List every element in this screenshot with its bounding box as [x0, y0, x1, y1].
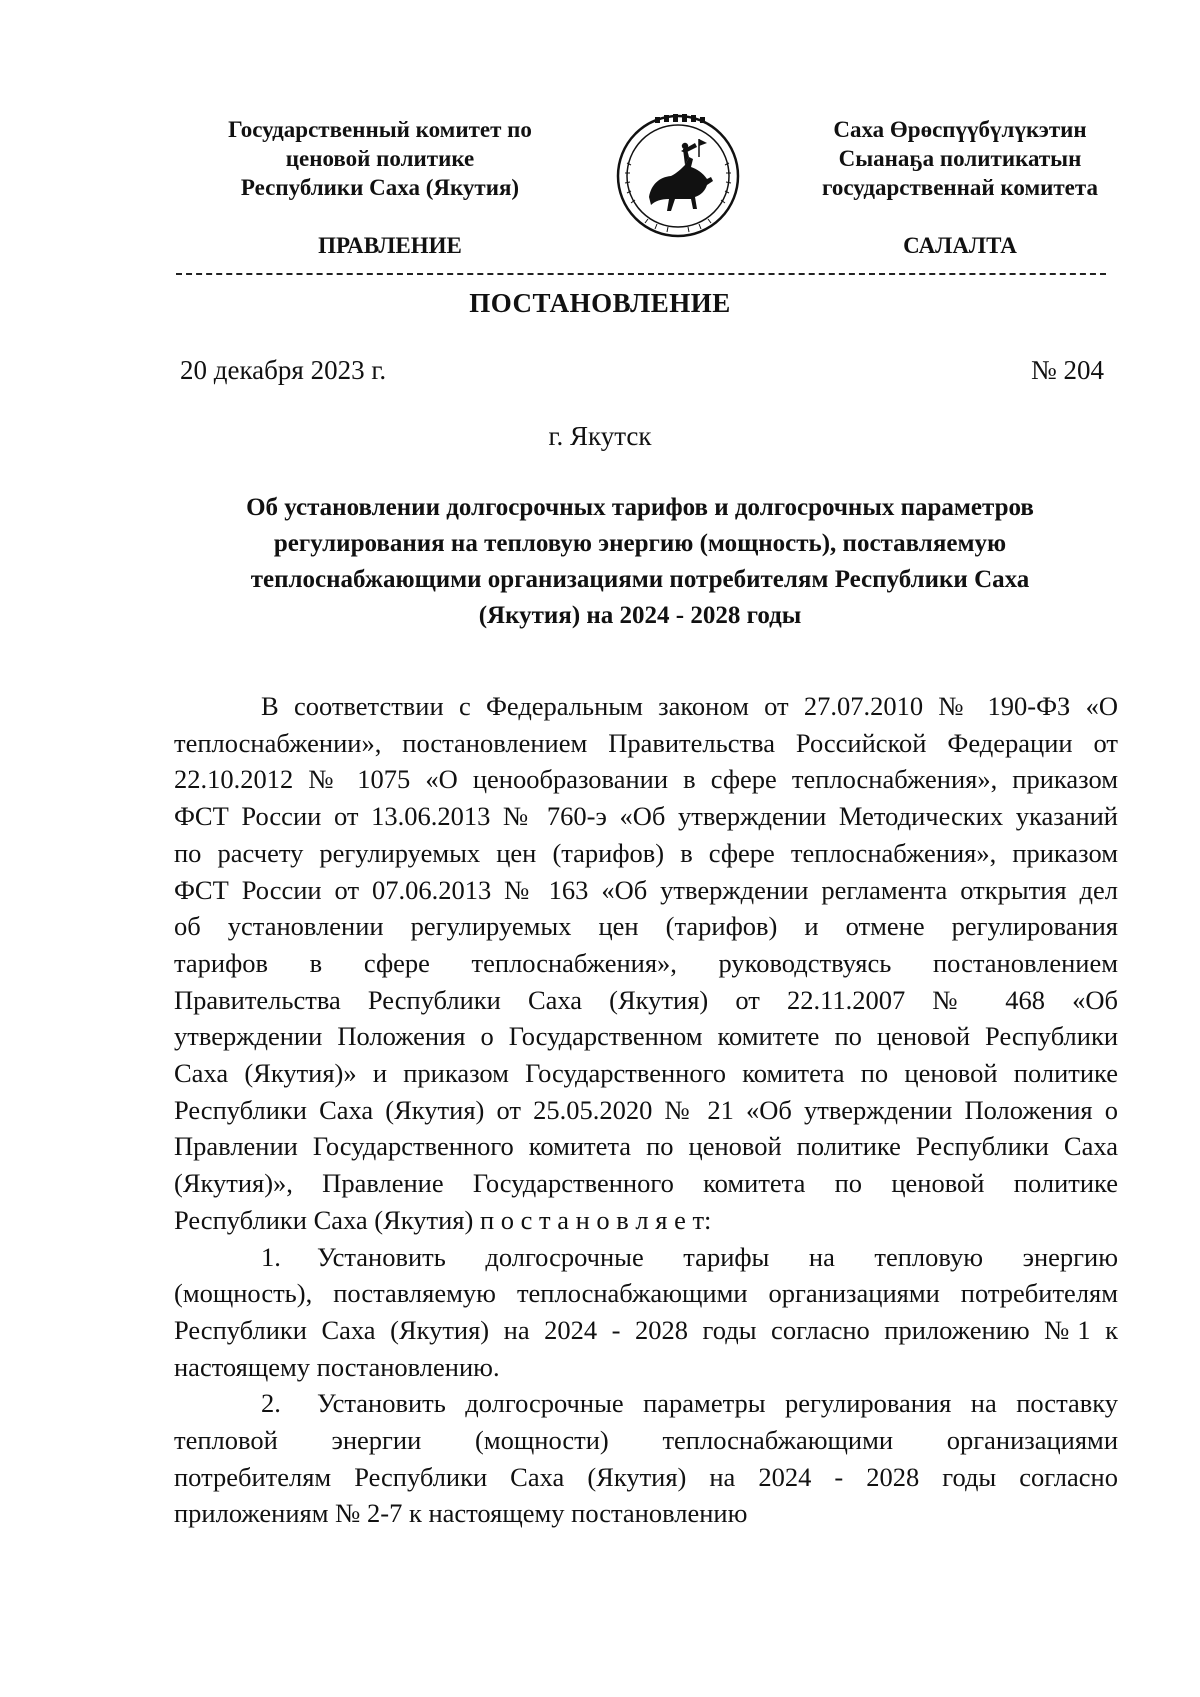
document-type-heading: ПОСТАНОВЛЕНИЕ: [469, 288, 731, 318]
item-text: Установить долгосрочные тарифы на тепловую энергию: [317, 1241, 1118, 1272]
org-name-line: Республики Саха (Якутия): [240, 175, 520, 200]
org-name-line: ценовой политике: [285, 146, 475, 171]
item-number: 2.: [261, 1388, 281, 1419]
body-line: настоящему постановлению.: [174, 1351, 500, 1382]
body-line: Республики Саха (Якутия) п о с т а н о в л я е т:: [174, 1204, 712, 1235]
body-line: потребителям Республики Саха (Якутия) на 2024 - 2028 годы согласно: [174, 1461, 1118, 1492]
title-line: регулирования на тепловую энергию (мощность), поставляемую: [273, 530, 1007, 557]
item-number: 1.: [261, 1241, 281, 1272]
body-line: утверждении Положения о Государственном комитете по ценовой Республики: [174, 1021, 1118, 1052]
document-date: 20 декабря 2023 г.: [180, 355, 387, 385]
org-name-line: Саха Өрөспүүбүлүкэтин: [833, 117, 1087, 142]
body-line: Республики Саха (Якутия) от 25.05.2020 № 21 «Об утверждении Положения о: [174, 1094, 1118, 1125]
body-line: 22.10.2012 № 1075 «О ценообразовании в сфере теплоснабжения», приказом: [174, 764, 1118, 795]
preamble-paragraph: [174, 688, 1118, 1239]
body-line: Правительства Республики Саха (Якутия) от 22.11.2007 № 468 «Об: [174, 984, 1118, 1015]
document-body: [174, 688, 1118, 1532]
document-city: г. Якутск: [548, 421, 652, 451]
org-name-yakut: [770, 115, 1150, 202]
body-line: Саха (Якутия)» и приказом Государственного комитета по ценовой политике: [174, 1058, 1118, 1089]
org-name-line: Государственный комитет по: [228, 117, 532, 142]
body-line: по расчету регулируемых цен (тарифов) в сфере теплоснабжения», приказом: [174, 837, 1118, 868]
body-line: об установлении регулируемых цен (тарифов) и отмене регулирования: [174, 911, 1118, 942]
body-line: [174, 1385, 1118, 1422]
board-label-yakut: САЛАЛТА: [903, 233, 1017, 258]
body-line: ФСТ России от 13.06.2013 № 760-э «Об утверждении Методических указаний: [174, 801, 1118, 832]
body-line: Правлении Государственного комитета по ценовой политике Республики Саха: [174, 1131, 1118, 1162]
title-line: теплоснабжающими организациями потребителям Республики Саха: [250, 566, 1030, 593]
org-name-russian: [190, 115, 570, 202]
body-line: тепловой энергии (мощности) теплоснабжающими организациями: [174, 1425, 1118, 1456]
item-paragraph: [174, 1385, 1118, 1532]
document-number: № 204: [1030, 355, 1104, 385]
item-text: Установить долгосрочные параметры регулирования на поставку: [317, 1388, 1118, 1419]
body-line: [174, 1239, 1118, 1276]
org-name-line: государственнай комитета: [822, 175, 1098, 200]
body-line: тарифов в сфере теплоснабжения», руководствуясь постановлением: [174, 947, 1118, 978]
body-line: Республики Саха (Якутия) на 2024 - 2028 годы согласно приложению №1 к: [174, 1314, 1118, 1345]
body-line: теплоснабжении», постановлением Правительства Российской Федерации от: [174, 727, 1118, 758]
body-line: В соответствии с Федеральным законом от 27.07.2010 № 190-ФЗ «О: [261, 691, 1118, 721]
org-name-line: Сыанаҕа политикатын: [838, 146, 1082, 171]
title-line: (Якутия) на 2024 - 2028 годы: [478, 602, 802, 629]
header-divider: [176, 273, 1106, 275]
coat-of-arms-emblem-icon: [615, 113, 741, 239]
title-line: Об установлении долгосрочных тарифов и долгосрочных параметров: [246, 494, 1034, 521]
body-line: приложениям № 2-7 к настоящему постановлению: [174, 1498, 748, 1529]
document-title: [190, 490, 1090, 634]
board-label-russian: ПРАВЛЕНИЕ: [318, 233, 462, 258]
body-line: (мощность), поставляемую теплоснабжающими организациями потребителям: [174, 1278, 1118, 1309]
item-paragraph: [174, 1239, 1118, 1386]
body-line: ФСТ России от 07.06.2013 № 163 «Об утверждении регламента открытия дел: [174, 874, 1118, 905]
body-line: (Якутия)», Правление Государственного комитета по ценовой политике: [174, 1168, 1118, 1199]
